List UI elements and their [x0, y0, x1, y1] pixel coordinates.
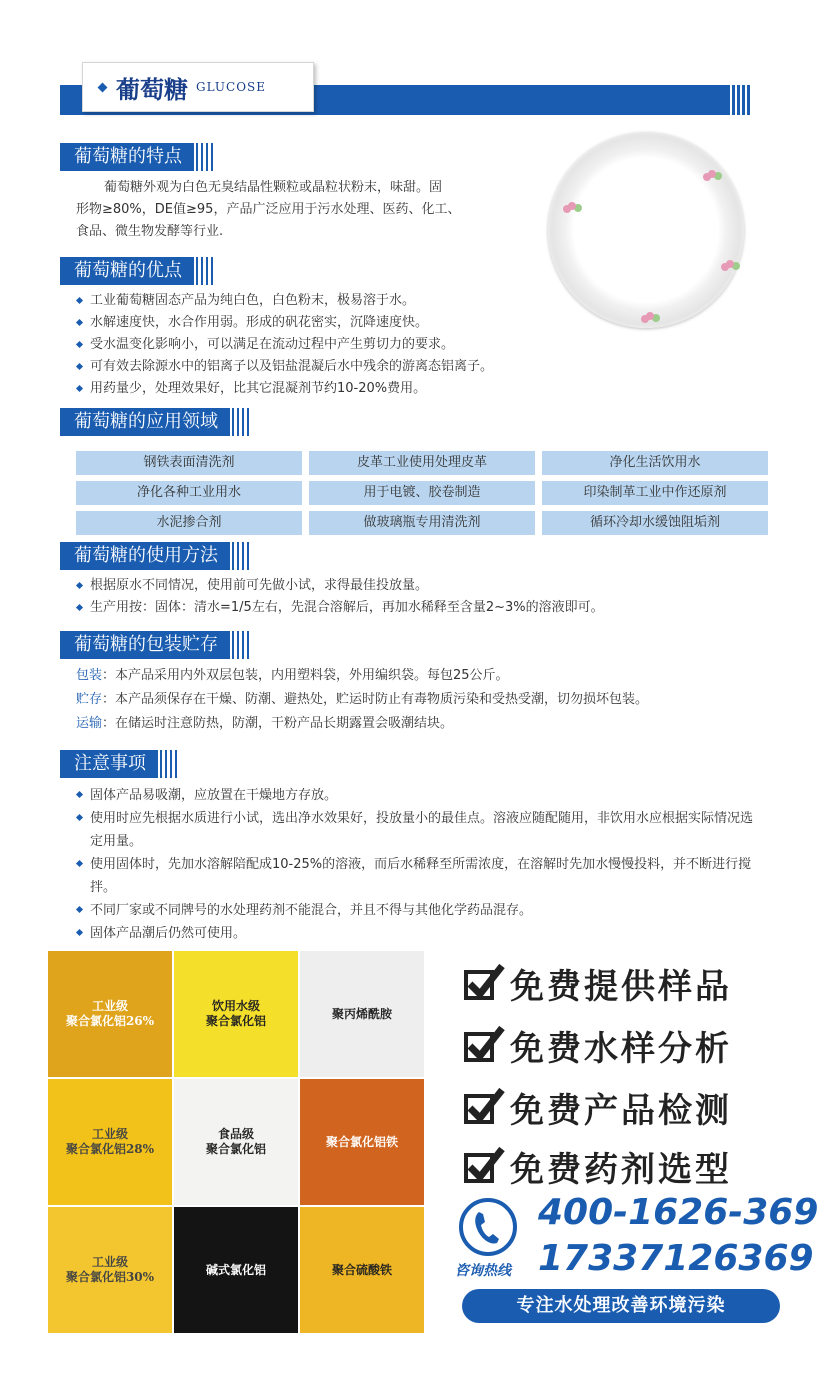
product-label: 食品级: [217, 1127, 254, 1141]
checkbox-icon: [462, 1086, 504, 1128]
product-label: 饮用水级: [211, 999, 260, 1013]
list-item: 水解速度快，水合作用弱。形成的矾花密实，沉降速度快。: [74, 312, 574, 334]
section-header-usage: [60, 542, 252, 570]
features-line: 葡萄糖外观为白色无臭结晶性颗粒或晶粒状粉末，味甜。固: [104, 180, 443, 195]
storage-row: [76, 688, 776, 712]
list-item: 受水温变化影响小，可以满足在流动过程中产生剪切力的要求。: [74, 334, 574, 356]
list-item: 用药量少，处理效果好，比其它混凝剂节约10-20%费用。: [74, 378, 574, 400]
hotline-label: 咨询热线: [455, 1263, 511, 1279]
product-tile: [300, 1207, 424, 1333]
notes-list: [74, 784, 764, 945]
features-text: [76, 177, 536, 243]
product-label: 聚合氯化铝28%: [65, 1142, 155, 1156]
list-item: 工业葡萄糖固态产品为纯白色，白色粉末，极易溶于水。: [74, 290, 574, 312]
application-cell: 钢铁表面清洗剂: [76, 451, 302, 475]
list-item: 可有效去除源水中的铝离子以及铝盐混凝后水中残余的游离态铝离子。: [74, 356, 574, 378]
product-tile: [48, 1079, 172, 1205]
product-label: 聚合氯化铝30%: [65, 1270, 155, 1284]
product-label: 工业级: [91, 1255, 128, 1269]
checkbox-icon: [462, 1024, 504, 1066]
checkbox-icon: [462, 1145, 504, 1187]
section-title: 葡萄糖的使用方法: [60, 542, 230, 570]
packaging-row: [76, 664, 776, 688]
usage-list: [74, 575, 774, 619]
product-tiles: [48, 951, 424, 1333]
product-label: 聚合氯化铝铁: [325, 1134, 398, 1149]
checkbox-icon: [462, 962, 504, 1004]
slogan-badge: 专注水处理改善环境污染: [462, 1289, 780, 1323]
promo-item: [462, 1020, 782, 1070]
application-cell: 皮革工业使用处理皮革: [309, 451, 535, 475]
product-label: 聚合氯化铝: [205, 1014, 266, 1028]
packaging-info: [76, 664, 776, 736]
hotline-number[interactable]: 400-1626-369: [538, 1192, 819, 1233]
product-label: 工业级: [91, 1127, 128, 1141]
list-item: 根据原水不同情况，使用前可先做小试，求得最佳投放量。: [74, 575, 774, 597]
transport-key: 运输: [76, 716, 103, 731]
promo-text: 免费提供样品: [510, 966, 732, 1007]
application-cell: 水泥掺合剂: [76, 511, 302, 535]
promo-text: 免费水样分析: [510, 1028, 732, 1069]
section-title: 注意事项: [60, 750, 158, 778]
list-item: 生产用按：固体：清水=1/5左右，先混合溶解后，再加水稀释至含量2~3%的溶液即可。: [74, 597, 774, 619]
stripes-icon: [196, 143, 216, 171]
mobile-number[interactable]: 17337126369: [538, 1238, 814, 1279]
product-label: 聚合硫酸铁: [331, 1262, 392, 1277]
top-banner-stripes: [730, 85, 752, 115]
application-cell: 用于电镀、胶卷制造: [309, 481, 535, 505]
product-tile: [300, 1079, 424, 1205]
features-line: 形物≥80%，DE值≥95，产品广泛应用于污水处理、医药、化工、: [76, 202, 461, 217]
storage-key: 贮存: [76, 692, 103, 707]
applications-grid: [76, 451, 768, 535]
list-item: 使用时应先根据水质进行小试，选出净水效果好，投放量小的最佳点。溶液应随配随用，非饮用水应根据实际情况选定用量。: [74, 807, 764, 853]
stripes-icon: [232, 631, 252, 659]
stripes-icon: [196, 257, 216, 285]
product-label: 工业级: [91, 999, 128, 1013]
product-tile: [174, 951, 298, 1077]
section-title: 葡萄糖的优点: [60, 257, 194, 285]
list-item: 使用固体时，先加水溶解陪配成10-25%的溶液，而后水稀释至所需浓度，在溶解时先加水慢慢投料，并不断进行搅拌。: [74, 853, 764, 899]
packaging-key: 包装: [76, 668, 103, 683]
page-title-tab: [82, 62, 314, 112]
promo-item: [462, 1082, 782, 1132]
product-tile: [48, 951, 172, 1077]
stripes-icon: [160, 750, 180, 778]
list-item: 固体产品潮后仍然可使用。: [74, 922, 764, 945]
phone-icon: [457, 1196, 519, 1258]
advantages-list: [74, 290, 574, 400]
application-cell: 印染制革工业中作还原剂: [542, 481, 768, 505]
section-title: 葡萄糖的包装贮存: [60, 631, 230, 659]
section-header-features: [60, 143, 216, 171]
product-tile: [174, 1079, 298, 1205]
section-title: 葡萄糖的应用领域: [60, 408, 230, 436]
section-header-advantages: [60, 257, 216, 285]
stripes-icon: [232, 408, 252, 436]
section-header-notes: [60, 750, 180, 778]
packaging-text: ：本产品采用内外双层包装，内用塑料袋，外用编织袋。每包25公斤。: [102, 668, 509, 683]
promo-item: [462, 958, 782, 1008]
promo-item: [462, 1141, 782, 1191]
section-header-applications: [60, 408, 252, 436]
product-label: 聚合氯化铝: [205, 1142, 266, 1156]
glucose-plate-image: [548, 132, 744, 328]
transport-row: [76, 712, 776, 736]
product-label: 聚丙烯酰胺: [331, 1006, 392, 1021]
list-item: 固体产品易吸潮，应放置在干燥地方存放。: [74, 784, 764, 807]
product-tile: [300, 951, 424, 1077]
features-line: 食品、微生物发酵等行业.: [76, 224, 224, 239]
promo-text: 免费产品检测: [510, 1090, 732, 1131]
page-title-en: GLUCOSE: [196, 80, 267, 94]
application-cell: 净化各种工业用水: [76, 481, 302, 505]
section-title: 葡萄糖的特点: [60, 143, 194, 171]
application-cell: 净化生活饮用水: [542, 451, 768, 475]
product-tile: [48, 1207, 172, 1333]
product-label: 碱式氯化铝: [205, 1262, 266, 1277]
list-item: 不同厂家或不同牌号的水处理药剂不能混合，并且不得与其他化学药品混存。: [74, 899, 764, 922]
product-label: 聚合氯化铝26%: [65, 1014, 155, 1028]
promo-text: 免费药剂选型: [510, 1149, 732, 1190]
application-cell: 做玻璃瓶专用清洗剂: [309, 511, 535, 535]
application-cell: 循环冷却水缓蚀阻垢剂: [542, 511, 768, 535]
diamond-icon: [98, 82, 108, 92]
product-tile: [174, 1207, 298, 1333]
section-header-packaging: [60, 631, 252, 659]
storage-text: ：本产品须保存在干燥、防潮、避热处，贮运时防止有毒物质污染和受热受潮，切勿损坏包装。: [102, 692, 649, 707]
page-title: 葡萄糖: [116, 75, 188, 104]
transport-text: ：在储运时注意防热，防潮，干粉产品长期露置会吸潮结块。: [102, 716, 454, 731]
stripes-icon: [232, 542, 252, 570]
